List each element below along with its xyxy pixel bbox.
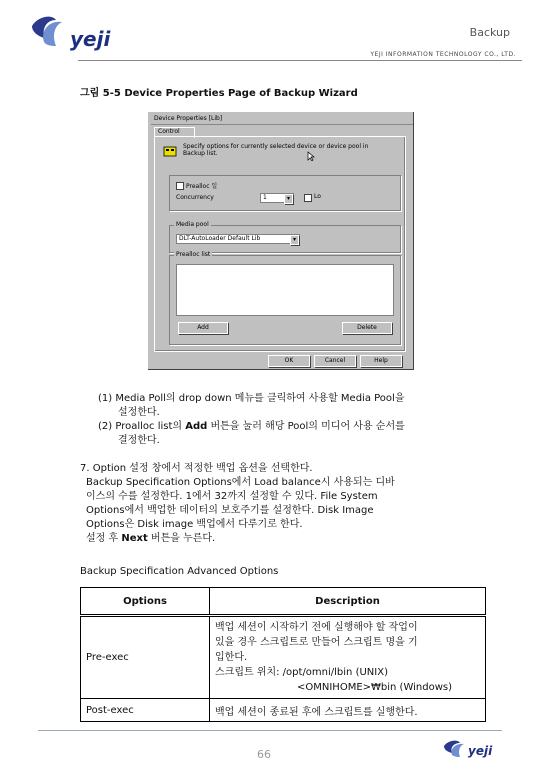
footer-logo bbox=[440, 738, 520, 762]
step-7-line-1: 7. Option 설정 창에서 적정한 백업 옵션을 선택한다. bbox=[80, 463, 313, 474]
description-cell: 백업 세션이 종료된 후에 스크립트를 실행한다. bbox=[210, 699, 486, 722]
option-cell: Pre-exec bbox=[81, 616, 210, 699]
note-item-1 bbox=[98, 392, 405, 420]
table-row bbox=[81, 699, 486, 722]
header-description: Description bbox=[210, 588, 486, 616]
control-panel bbox=[154, 136, 406, 352]
table-row bbox=[81, 616, 486, 699]
tab-control[interactable]: Control bbox=[154, 127, 195, 138]
dialog-title: Device Properties [Lib] bbox=[151, 115, 413, 125]
logo-text: yeji bbox=[70, 27, 111, 51]
concurrency-select[interactable] bbox=[260, 193, 294, 203]
media-pool-select[interactable] bbox=[176, 234, 300, 244]
media-pool-value: DLT-AutoLoader Default Lib bbox=[179, 235, 261, 242]
step-7-line-4: Options에서 백업한 데이터의 보호주기를 설정한다. Disk Image bbox=[86, 505, 374, 516]
next-keyword: Next bbox=[121, 533, 148, 544]
step-7-line-6: 설정 후 Next 버튼을 누른다. bbox=[86, 533, 216, 544]
header-title: Backup bbox=[469, 26, 510, 39]
add-keyword: Add bbox=[185, 421, 208, 432]
info-text bbox=[183, 143, 383, 157]
help-button[interactable]: Help bbox=[360, 355, 402, 367]
step-7 bbox=[80, 462, 395, 546]
info-icon bbox=[163, 145, 177, 157]
prealloc-list-group bbox=[169, 251, 401, 345]
footer-rule bbox=[38, 730, 502, 731]
mouse-cursor-icon bbox=[307, 151, 315, 161]
note-item-2-line-1: (2) Proalloc list의 Add 버튼을 눌러 해당 Pool의 미디어 사용 순서를 bbox=[98, 421, 405, 432]
chevron-down-icon[interactable]: ▾ bbox=[284, 194, 293, 204]
prealloc-checkbox-label: Prealloc 일 bbox=[186, 183, 218, 190]
header-options: Options bbox=[81, 588, 210, 616]
add-button[interactable]: Add bbox=[178, 322, 228, 334]
load-balance-label: Lo bbox=[314, 193, 321, 200]
media-pool-group bbox=[169, 221, 401, 253]
step-7-line-3: 이스의 수를 설정한다. 1에서 32까지 설정할 수 있다. File System bbox=[86, 491, 378, 502]
option-cell: Post-exec bbox=[81, 699, 210, 722]
header-company: YEJI INFORMATION TECHNOLOGY CO., LTD. bbox=[370, 51, 516, 58]
info-text-line-1: Specify options for currently selected device or device pool in bbox=[183, 143, 369, 150]
description-cell: 백업 세션이 시작하기 전에 실행해야 할 작업이 있을 경우 스크립트로 만들어 스크립트 명을 기 입한다. 스크립트 위치: /opt/omni/lbin (UNIX) <OMNIHOME>₩bin (Windows) bbox=[210, 616, 486, 699]
prealloc-checkbox[interactable] bbox=[176, 182, 184, 190]
info-text-line-2: Backup list. bbox=[183, 150, 218, 157]
chevron-down-icon[interactable]: ▾ bbox=[290, 235, 299, 245]
prealloc-listbox[interactable] bbox=[176, 264, 394, 316]
note-item-1-line-1: (1) Media Poll의 drop down 메뉴를 클릭하여 사용할 Media Pool을 bbox=[98, 393, 405, 404]
footer-logo-text: yeji bbox=[468, 744, 493, 758]
step-7-line-5: Options은 Disk image 백업에서 다루기로 한다. bbox=[86, 519, 303, 530]
delete-button[interactable]: Delete bbox=[342, 322, 392, 334]
note-item-2-line-2: 결정한다. bbox=[118, 435, 160, 446]
concurrency-value: 1 bbox=[263, 194, 267, 201]
yeji-logo bbox=[26, 12, 136, 60]
prealloc-list-label: Prealloc list bbox=[176, 251, 211, 258]
concurrency-label: Concurrency bbox=[176, 194, 214, 201]
note-item-2 bbox=[98, 420, 405, 448]
load-balance-checkbox[interactable] bbox=[304, 194, 312, 202]
table-title: Backup Specification Advanced Options bbox=[80, 566, 279, 577]
ok-button[interactable]: OK bbox=[268, 355, 310, 367]
cancel-button[interactable]: Cancel bbox=[314, 355, 356, 367]
figure-caption: 그림 5-5 Device Properties Page of Backup Wizard bbox=[80, 88, 358, 99]
table-header-row bbox=[81, 588, 486, 616]
device-properties-dialog bbox=[147, 111, 415, 371]
note-item-1-line-2: 설정한다. bbox=[118, 407, 160, 418]
options-group bbox=[169, 175, 401, 211]
media-pool-label: Media pool bbox=[176, 221, 209, 228]
step-7-line-2: Backup Specification Options에서 Load balance시 사용되는 디바 bbox=[86, 477, 395, 488]
header-rule bbox=[78, 60, 522, 61]
advanced-options-table bbox=[80, 587, 486, 722]
page-number: 66 bbox=[257, 748, 271, 761]
